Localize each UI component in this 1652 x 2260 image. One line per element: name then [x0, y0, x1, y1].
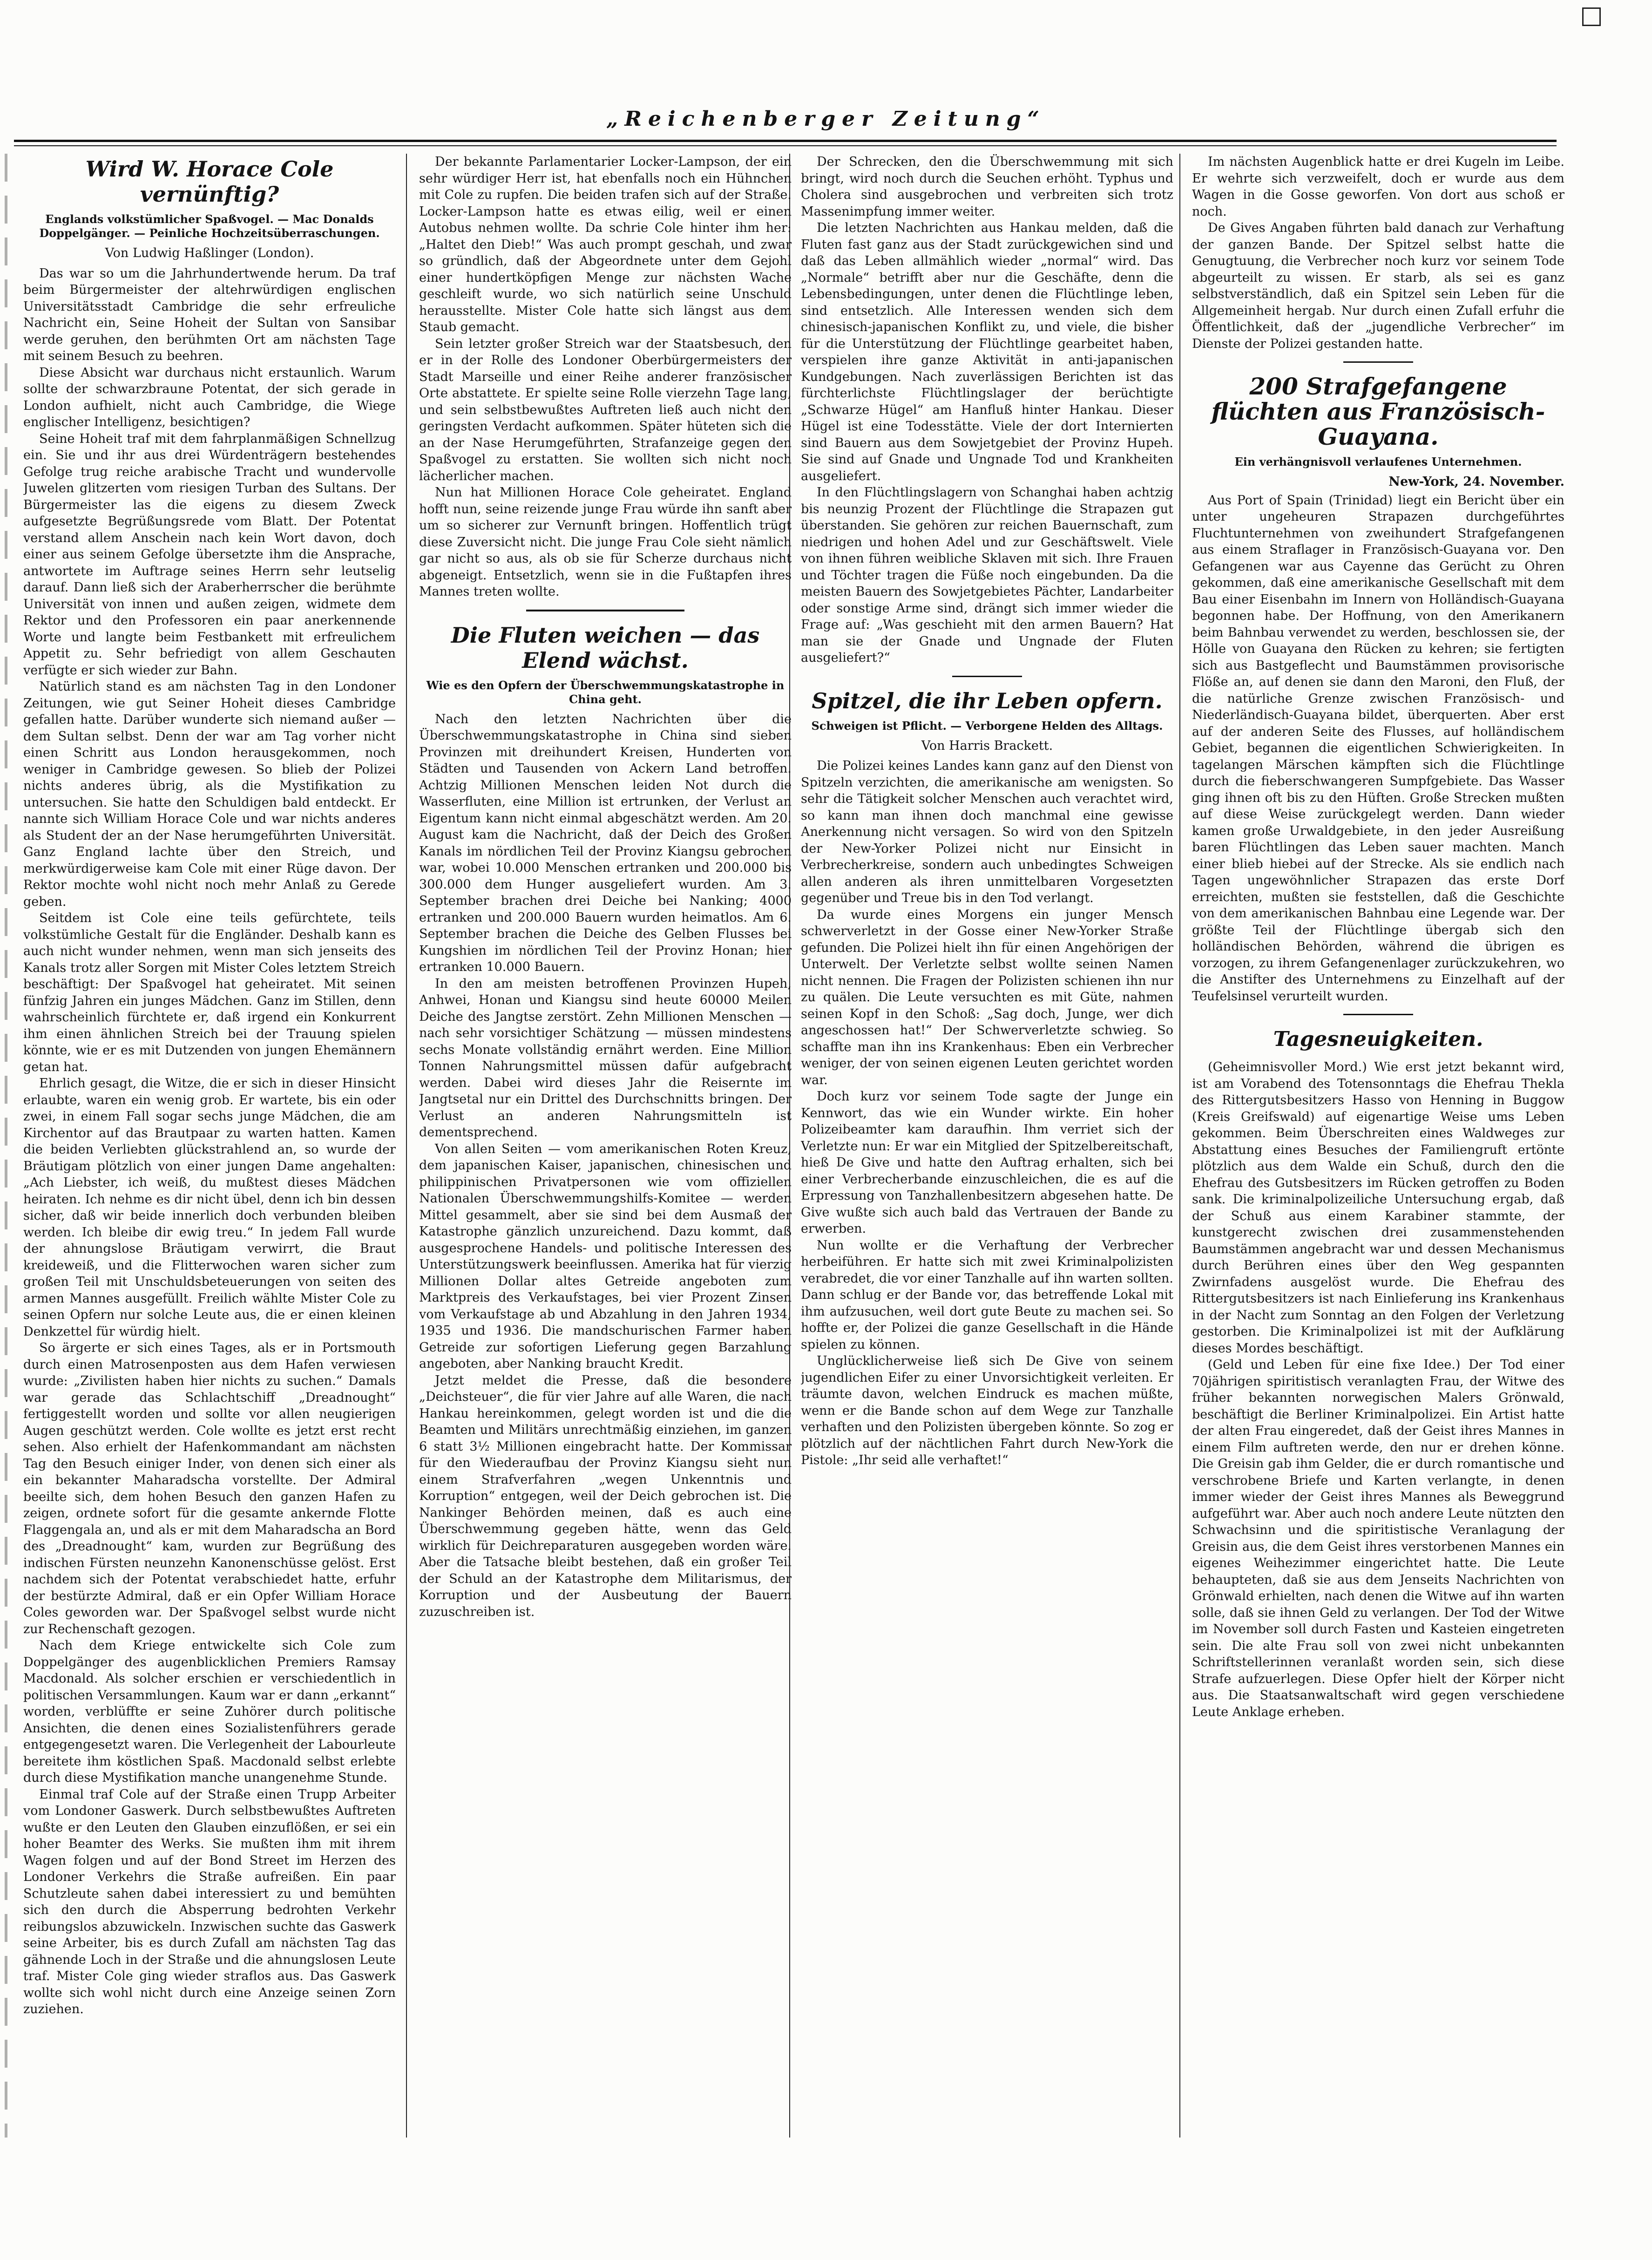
paragraph: In den Flüchtlingslagern von Schanghai haben achtzig bis neunzig Prozent der Flüchtlinge die Strapazen gut überstanden. Sie gehören zur reichen Bauernschaft, zum niedrigen und hohen Adel und zur Geschäftswelt. Viele von ihnen führen weibliche Sklaven mit sich. Ihre Frauen und Töchter tragen die Füße noch eingebunden. Da die meisten Bauern des Sowjetgebietes Pächter, Landarbeiter oder sonstige Arme sind, drängt sich immer wieder die Frage auf: „Was geschieht mit den armen Bauern? Hat man sie der Gnade und Ungnade der Fluten ausgeliefert?“: [801, 485, 1173, 665]
paragraph: Doch kurz vor seinem Tode sagte der Junge ein Kennwort, das wie ein Wunder wirkte. Ein hoher Polizeibeamter kam daraufhin. Ihm verriet sich der Verletzte nun: Er war ein Mitglied der Spitzelbereitschaft, hieß De Give und hatte den Auftrag erhalten, sich bei einer Verbrecherbande einzuschleichen, die es auf die Erpressung von Tanzhallenbesitzern abgesehen hatte. De Give wußte sich auch bald das Vertrauen der Bande zu erwerben.: [801, 1089, 1173, 1236]
masthead-rule-thin: [14, 145, 1557, 146]
column-3: [801, 154, 1173, 2147]
paragraph: Natürlich stand es am nächsten Tag in den Londoner Zeitungen, wie gut Seiner Hoheit dieses Cambridge gefallen hatte. Darüber wunderte sich niemand außer — dem Sultan selbst. Denn der war am Tag vorher nicht einen Schritt aus London herausgekommen, noch weniger in Cambridge gewesen. So blieb der Polizei nichts anderes übrig, als die Mystifikation zu untersuchen. Sie hatte den Schuldigen bald entdeckt. Er nannte sich William Horace Cole und war nichts anderes als Student der an der Nase herumgeführten Universität. Ganz England lachte über den Streich, und merkwürdigerweise kam Cole mit einer Rüge davon. Der Rektor mochte wohl nicht noch mehr Anlaß zu Gerede geben.: [23, 679, 396, 909]
article-subtitle-guayana: Ein verhängnisvoll verlaufenes Unternehmen.: [1234, 455, 1522, 468]
article-separator: [1343, 1014, 1413, 1015]
article-byline-cole: Von Ludwig Haßlinger (London).: [105, 246, 314, 260]
article-title-flood: Die Fluten weichen — das Elend wächst.: [451, 622, 760, 673]
article-title-spitzel: Spitzel, die ihr Leben opfern.: [812, 688, 1163, 713]
paragraph: Jetzt meldet die Presse, daß die besondere „Deichsteuer“, die für vier Jahre auf alle Waren, die nach Hankau hereinkommen, gelegt worden ist und die die Beamten und Militärs unrechtmäßig einziehen, im ganzen 6 statt 3½ Millionen eingebracht hatte. Der Kommissar für den Wiederaufbau der Provinz Kiangsu sieht nun einem Strafverfahren „wegen Unkenntnis und Korruption“ entgegen, weil der Deich gebrochen ist. Die Nankinger Behörden meinen, daß es auch eine Überschwemmung gegeben hätte, wenn das Geld wirklich für Deichreparaturen ausgegeben worden wäre. Aber die Tatsache bleibt bestehen, daß ein großer Teil der Schuld an der Katastrophe dem Militarismus, der Korruption und der Ausbeutung der Bauern zuzuschreiben ist.: [419, 1373, 792, 1619]
paragraph: De Gives Angaben führten bald danach zur Verhaftung der ganzen Bande. Der Spitzel selbst hatte die Genugtuung, die Verbrecher noch kurz vor seinem Tode abgeurteilt zu wissen. Er starb, als sei es ganz selbstverständlich, daß ein Spitzel sein Leben für die Allgemeinheit hergab. Nur durch einen Zufall erfuhr die Öffentlichkeit, daß der „jugendliche Verbrecher“ im Dienste der Polizei gestanden hatte.: [1192, 221, 1564, 351]
article-dateline-guayana: New-York, 24. November.: [1388, 475, 1564, 489]
article-separator: [952, 676, 1022, 677]
masthead-rule: [14, 140, 1557, 142]
article-subtitle-spitzel: Schweigen ist Pflicht. — Verborgene Helden des Alltags.: [811, 719, 1163, 733]
column-4: [1192, 154, 1564, 2147]
paragraph: Die letzten Nachrichten aus Hankau melden, daß die Fluten fast ganz aus der Stadt zurückgewichen sind und daß das Leben allmählich wieder „normal“ wird. Das „Normale“ betrifft aber nur die Geschäfte, denn die Lebensbedingungen, unter denen die Flüchtlinge leben, sind entsetzlich. Alle Interessen wenden sich dem chinesisch-japanischen Konflikt zu, und viele, die bisher für die Unterstützung der Flüchtlinge gearbeitet haben, verspielen ihre ganze Aktivität in anti-japanischen Kundgebungen. Nach zuverlässigen Berichten ist das fürchterlichste Flüchtlingslager der berüchtigte „Schwarze Hügel“ am Hanfluß hinter Hankau. Dieser Hügel ist eine Todesstätte. Viele der dort Internierten sind Bauern aus dem Sowjetgebiet der Provinz Hupeh. Sie sind auf Gnade und Ungnade Tod und Krankheiten ausgeliefert.: [801, 221, 1173, 483]
paragraph: Unglücklicherweise ließ sich De Give von seinem jugendlichen Eifer zu einer Unvorsichtigkeit verleiten. Er träumte davon, welchen Eindruck es machen müßte, wenn er die Bande schon auf dem Wege zur Tanzhalle verhaften und den Polizisten übergeben könnte. So zog er plötzlich auf der nächtlichen Fahrt durch New-York die Pistole: „Ihr seid alle verhaftet!“: [801, 1354, 1173, 1467]
column-rule: [1179, 154, 1180, 2138]
article-subtitle-cole: Englands volkstümlicher Spaßvogel. — Mac Donalds Doppelgänger. — Peinliche Hochzeitsüberraschungen.: [39, 212, 380, 240]
paragraph: Nach den letzten Nachrichten über die Überschwemmungskatastrophe in China sind sieben Provinzen mit dreihundert Kreisen, Hunderten von Städten und Tausenden von Ackern Land betroffen. Achtzig Millionen Menschen leiden Not durch die Wasserfluten, eine Million ist ertrunken, der Verlust an Eigentum kann nicht einmal abgeschätzt werden. Am 20. August kam die Nachricht, daß der Deich des Großen Kanals im nördlichen Teil der Provinz Kiangsu gebrochen war, wobei 10.000 Menschen ertranken und 200.000 bis 300.000 dem Hunger ausgeliefert wurden. Am 3. September brachen drei Deiche bei Nanking; 4000 ertranken und 200.000 Bauern wurden heimatlos. Am 6. September brachen die Deiche des Gelben Flusses bei Kungshien im nördlichen Teil der Provinz Honan; hier ertranken 10.000 Bauern.: [419, 712, 792, 974]
paragraph: Die Polizei keines Landes kann ganz auf den Dienst von Spitzeln verzichten, die amerikanische am wenigsten. So sehr die Tätigkeit solcher Menschen auch verachtet wird, so kann man ihnen doch manchmal eine gewisse Anerkennung nicht versagen. So wird von den Spitzeln der New-Yorker Polizei nicht nur Einsicht in Verbrecherkreise, sondern auch unbedingtes Schweigen allen anderen als ihren unmittelbaren Vorgesetzten gegenüber und Treue bis in den Tod verlangt.: [801, 759, 1173, 905]
paragraph: In den am meisten betroffenen Provinzen Hupeh, Anhwei, Honan und Kiangsu sind heute 60000 Meilen Deiche des Jangtse zerstört. Zehn Millionen Menschen — nach sehr vorsichtiger Schätzung — müssen mindestens sechs Monate vollständig ernährt werden. Eine Million Tonnen Nahrungsmittel müssen dafür aufgebracht werden. Dabei wird dieses Jahr die Reisernte im Jangtsetal nur ein Drittel des Durchschnitts bringen. Der Verlust an anderen Nahrungsmitteln ist dementsprechend.: [419, 976, 792, 1140]
paragraph: Im nächsten Augenblick hatte er drei Kugeln im Leibe. Er wehrte sich verzweifelt, doch er wurde aus dem Wagen in die Gosse geworfen. Von dort aus schoß er noch.: [1192, 155, 1564, 219]
paragraph: Von allen Seiten — vom amerikanischen Roten Kreuz, dem japanischen Kaiser, japanischen, chinesischen und philippinischen Privatpersonen wie vom offiziellen Nationalen Überschwemmungshilfs-Komitee — werden Mittel gesammelt, aber sie sind bei dem Ausmaß der Katastrophe gänzlich unzureichend. Dazu kommt, daß ausgesprochene Handels- und politische Interessen des Unterstützungswerk beeinflussen. Amerika hat für vierzig Millionen Dollar altes Getreide angeboten zum Marktpreis des Verkaufstages, bei vier Prozent Zinsen vom Verkaufstage ab und Abzahlung in den Jahren 1934, 1935 und 1936. Die mandschurischen Farmer haben Getreide zur sofortigen Lieferung gegen Barzahlung angeboten, aber Nanking braucht Kredit.: [419, 1141, 792, 1371]
paragraph: Einmal traf Cole auf der Straße einen Trupp Arbeiter vom Londoner Gaswerk. Durch selbstbewußtes Auftreten wußte er den Leuten den Glauben einzuflößen, er sei ein hoher Beamter des Werks. Sie mußten ihm mit ihrem Wagen folgen und auf der Bond Street im Herzen des Londoner Verkehrs die Straße aufreißen. Ein paar Schutzleute sahen dabei interessiert zu und bemühten sich den durch die Absperrung bedrohten Verkehr reibungslos abzuwickeln. Inzwischen suchte das Gaswerk seine Arbeiter, bis es durch Zufall am nächsten Tag das gähnende Loch in der Straße und die ahnungslosen Leute traf. Mister Cole ging wieder straflos aus. Das Gaswerk wollte sich wohl nicht durch eine Anzeige seinen Zorn zuziehen.: [23, 1787, 396, 2016]
paragraph: (Geheimnisvoller Mord.) Wie erst jetzt bekannt wird, ist am Vorabend des Totensonntags die Ehefrau Thekla des Rittergutsbesitzers Hasso von Henning in Buggow (Kreis Greifswald) auf eigenartige Weise ums Leben gekommen. Beim Überschreiten eines Waldweges zur Abstattung eines Besuches der Familiengruft ertönte plötzlich aus dem Walde ein Schuß, durch den die Ehefrau des Gutsbesitzers im Rücken getroffen zu Boden sank. Die kriminalpolizeiliche Untersuchung ergab, daß der Schuß aus einem Karabiner stammte, der kunstgerecht zwischen drei zusammenstehenden Baumstämmen angebracht war und dessen Mechanismus durch Berühren eines über den Weg gespannten Zwirnfadens ausgelöst wurde. Die Ehefrau des Rittergutsbesitzers ist nach Einlieferung ins Krankenhaus in der Nacht zum Sonntag an den Folgen der Verletzung gestorben. Die Kriminalpolizei ist mit der Aufklärung dieses Mordes beschäftigt.: [1192, 1060, 1564, 1356]
paragraph: Seine Hoheit traf mit dem fahrplanmäßigen Schnellzug ein. Sie und ihr aus drei Würdenträgern bestehendes Gefolge trug reiche arabische Tracht und wundervolle Juwelen glitzerten vom riesigen Turban des Sultans. Der Bürgermeister las die eigens zu diesem Zweck aufgesetzte Begrüßungsrede vom Blatt. Der Potentat verstand allem Anschein nach kein Wort davon, doch einer aus seinem Gefolge übersetzte ihm die Ansprache, antwortete im Auftrage seines Herrn sehr leutselig darauf. Dann ließ sich der Araberherrscher die berühmte Universität von innen und außen zeigen, widmete dem Rektor und den Professoren ein paar anerkennende Worte und langte beim Festbankett mit erfreulichem Appetit zu. Sehr befriedigt von allem Geschauten verfügte er sich wieder zur Bahn.: [23, 431, 396, 678]
article-subtitle-flood: Wie es den Opfern der Überschwemmungskatastrophe in China geht.: [426, 678, 785, 706]
paragraph: Seitdem ist Cole eine teils gefürchtete, teils volkstümliche Gestalt für die Engländer. Deshalb kann es auch nicht wunder nehmen, wenn man sich jenseits des Kanals trotz aller Sorgen mit Mister Coles letztem Streich beschäftigt: Der Spaßvogel hat geheiratet. Mit seinen fünfzig Jahren ein junges Mädchen. Ganz im Stillen, denn wahrscheinlich fürchtete er, daß irgend ein Konkurrent ihm einen ähnlichen Streich bei der Trauung spielen könnte, wie er es mit Dutzenden von jungen Ehemännern getan hat.: [23, 911, 396, 1074]
paragraph: Diese Absicht war durchaus nicht erstaunlich. Warum sollte der schwarzbraune Potentat, der sich gerade in London aufhielt, nicht auch Cambridge, die Wiege englischer Intelligenz, besichtigen?: [23, 365, 396, 429]
masthead: „Reichenberger Zeitung“: [606, 107, 1046, 131]
paragraph: So ärgerte er sich eines Tages, als er in Portsmouth durch einen Matrosenposten aus dem Hafen verwiesen wurde: „Zivilisten haben hier nichts zu suchen.“ Damals war gerade das Schlachtschiff „Dreadnought“ fertiggestellt worden und sollte vor allen neugierigen Augen geschützt werden. Cole wollte es jetzt erst recht sehen. Also erhielt der Hafenkommandant am nächsten Tag den Besuch einiger Inder, von denen sich einer als ein bekannter Maharadscha vorstellte. Der Admiral beeilte sich, dem hohen Besuch den ganzen Hafen zu zeigen, ordnete sofort für die gesamte ankernde Flotte Flaggengala an, und als er mit dem Maharadscha an Bord des „Dreadnought“ kam, wurden zur Begrüßung des indischen Fürsten neunzehn Kanonenschüsse gelöst. Erst nachdem sich der Potentat verabschiedet hatte, erfuhr der bestürzte Admiral, daß er ein Opfer William Horace Coles geworden war. Der Spaßvogel selbst wurde nicht zur Rechenschaft gezogen.: [23, 1341, 396, 1636]
article-title-cole: Wird W. Horace Cole vernünftig?: [85, 156, 334, 207]
paragraph: Nach dem Kriege entwickelte sich Cole zum Doppelgänger des augenblicklichen Premiers Ramsay Macdonald. Als solcher erschien er verschiedentlich in politischen Versammlungen. Kaum war er dann „erkannt“ worden, verblüffte er seine Zuhörer durch politische Ansichten, die denen eines Sozialistenführers gerade entgegengesetzt waren. Die Verlegenheit der Labourleute bereitete ihm köstlichen Spaß. Macdonald selbst erlebte durch diese Mystifikation manche unangenehme Stunde.: [23, 1638, 396, 1785]
paragraph: Da wurde eines Morgens ein junger Mensch schwerverletzt in der Gosse einer New-Yorker Straße gefunden. Die Polizei hielt ihn für einen Angehörigen der Unterwelt. Der Verletzte selbst wollte seinen Namen nicht nennen. Die Fragen der Polizisten schienen ihn nur zu quälen. Die Leute versuchten es mit Güte, nahmen seinen Kopf in den Schoß: „Sag doch, Junge, wer dich angeschossen hat!“ Der Schwerverletzte schwieg. So schaffte man ihn ins Krankenhaus: Eben ein Verbrecher weniger, der von seinen eigenen Leuten gerichtet worden war.: [801, 907, 1173, 1087]
column-2: [419, 154, 792, 2147]
column-1: [23, 154, 396, 2147]
paragraph: Der Schrecken, den die Überschwemmung mit sich bringt, wird noch durch die Seuchen erhöht. Typhus und Cholera sind ausgebrochen und verbreiten sich trotz Massenimpfung immer weiter.: [801, 155, 1173, 219]
binding-edge: [5, 154, 7, 2138]
paragraph: Nun wollte er die Verhaftung der Verbrecher herbeiführen. Er hatte sich mit zwei Kriminalpolizisten verabredet, die vor einer Tanzhalle auf ihn warten sollten. Dann schlug er der Bande vor, das betreffende Lokal mit ihm aufzusuchen, weil dort gute Beute zu machen sei. So hoffte er, der Polizei die ganze Gesellschaft in die Hände spielen zu können.: [801, 1238, 1173, 1352]
section-title-news: Tagesneuigkeiten.: [1273, 1027, 1483, 1051]
article-title-guayana: 200 Strafgefangene flüchten aus Französisch-Guayana.: [1211, 373, 1545, 450]
paragraph: (Geld und Leben für eine fixe Idee.) Der Tod einer 70jährigen spiritistisch veranlagten Frau, der Witwe des früher bekannten norwegischen Malers Grönwald, beschäftigt die Berliner Kriminalpolizei. Ein Artist hatte der alten Frau eingeredet, daß der Geist ihres Mannes in einem Film auftreten werde, den nur er drehen könne. Die Greisin gab ihm Gelder, die er durch romantische und verschrobene Briefe und Karten verlangte, in denen immer wieder der Geist ihres Mannes als Beweggrund aufgeführt war. Aber auch noch andere Leute nützten den Schwachsinn und die spiritistische Veranlagung der Greisin aus, die dem Geist ihres verstorbenen Mannes ein eigenes Weihezimmer eingerichtet hatte. Die Leute behaupteten, daß sie aus dem Jenseits Nachrichten von Grönwald erhielten, nach denen die Witwe auf ihn warten solle, daß sie ihnen Geld zu verlangen. Der Tod der Witwe im November soll durch Fasten und Kasteien eingetreten sein. Die alte Frau soll von zwei nicht unbekannten Schriftstellerinnen veranlaßt worden sein, sich diese Strafe aufzuerlegen. Diese Opfer hielt der Körper nicht aus. Die Staatsanwaltschaft wird gegen verschiedene Leute Anklage erheben.: [1192, 1357, 1564, 1719]
column-rule: [406, 154, 407, 2138]
article-separator: [1343, 361, 1413, 363]
paragraph: Ehrlich gesagt, die Witze, die er sich in dieser Hinsicht erlaubte, waren ein wenig grob. Er wartete, bis ein oder zwei, in einem Fall sogar sechs junge Mädchen, die am Kirchentor auf das Brautpaar zu warten hatten. Kamen die beiden Verliebten glückstrahlend an, so wurde der Bräutigam plötzlich von einer jungen Dame angehalten: „Ach Liebster, ich weiß, du mußtest dieses Mädchen heiraten. Ich nehme es dir nicht übel, denn ich bin dessen sicher, daß wir beide innerlich doch verbunden bleiben werden. Ich bleibe dir ewig treu.“ In jedem Fall wurde der ahnungslose Bräutigam verwirrt, die Braut kreideweiß, und die Flitterwochen waren sicher zum großen Teil mit Unschuldsbeteuerungen von seiten des armen Mannes ausgefüllt. Freilich wählte Mister Cole zu seinen Opfern nur solche Leute aus, die er einen kleinen Denkzettel für würdig hielt.: [23, 1076, 396, 1339]
article-byline-spitzel: Von Harris Brackett.: [921, 738, 1053, 753]
paragraph: Nun hat Millionen Horace Cole geheiratet. England hofft nun, seine reizende junge Frau würde ihn sanft aber um so sicherer zur Vernunft bringen. Hoffentlich trügt diese Zuversicht nicht. Die junge Frau Cole sieht nämlich gar nicht so aus, als ob sie für Scherze durchaus nicht abgeneigt. Entsetzlich, wenn sie in die Fußtapfen ihres Mannes treten wollte.: [419, 485, 792, 599]
paragraph: Aus Port of Spain (Trinidad) liegt ein Bericht über ein unter ungeheuren Strapazen durchgeführtes Fluchtunternehmen von zweihundert Strafgefangenen aus einem Straflager in Französisch-Guayana vor. Den Gefangenen war aus Cayenne das Gerücht zu Ohren gekommen, daß eine amerikanische Gesellschaft mit dem Bau einer Eisenbahn im Innern von Holländisch-Guayana begonnen habe. Der Hoffnung, von den Amerikanern beim Bahnbau verwendet zu werden, beschlossen sie, der Hölle von Guayana den Rücken zu kehren; sie fertigten sich aus Bastgeflecht und Baumstämmen provisorische Flöße an, auf denen sie dann den Maroni, den Fluß, der die natürliche Grenze zwischen Französisch- und Niederländisch-Guayana bildet, überquerten. Aber erst auf der anderen Seite des Flusses, auf holländischem Gebiet, begannen die eigentlichen Schwierigkeiten. In tagelangen Märschen kämpften sich die Flüchtlinge durch die fieberschwangeren Sumpfgebiete. Das Wasser ging ihnen oft bis zu den Hüften. Große Strecken mußten auf diese Weise zurückgelegt werden. Dann wieder kamen große Urwaldgebiete, in den jeder Ausreißung baren Flüchtlingen das Leben sauer machten. Manch einer blieb hiebei auf der Strecke. Als sie endlich nach Tagen ungewöhnlicher Strapazen das erste Dorf erreichten, mußten sie feststellen, daß die Geschichte von dem amerikanischen Bahnbau eine Legende war. Der größte Teil der Flüchtlinge übergab sich den holländischen Behörden, während die übrigen es vorzogen, zu ihrem Gefangenenlager zurückzukehren, wo die Anstifter des Unternehmens zu Einzelhaft auf der Teufelsinsel verurteilt wurden.: [1192, 493, 1564, 1004]
paragraph: Das war so um die Jahrhundertwende herum. Da traf beim Bürgermeister der altehrwürdigen englischen Universitätsstadt Cambridge die sehr erfreuliche Nachricht ein, Seine Hoheit der Sultan von Sansibar werde geruhen, den berühmten Ort am nächsten Tage mit seinem Besuch zu beehren.: [23, 266, 396, 363]
article-separator: [526, 610, 684, 611]
paragraph: Sein letzter großer Streich war der Staatsbesuch, den er in der Rolle des Londoner Oberbürgermeisters der Stadt Marseille und einer Reihe anderer französischer Orte abstattete. Er spielte seine Rolle vierzehn Tage lang, und sein selbstbewußtes Auftreten ließ auch nicht den geringsten Verdacht aufkommen. Später hüteten sich die an der Nase Herumgeführten, Strafanzeige gegen den Spaßvogel zu erstatten. Sie wollten sich nicht noch lächerlicher machen.: [419, 336, 792, 483]
paragraph: Der bekannte Parlamentarier Locker-Lampson, der ein sehr würdiger Herr ist, hat ebenfalls noch ein Hühnchen mit Cole zu rupfen. Die beiden trafen sich auf der Straße. Locker-Lampson hatte es etwas eilig, weil er einen Autobus nehmen wollte. Da schrie Cole hinter ihm her: „Haltet den Dieb!“ Was auch prompt geschah, und zwar so gründlich, daß der Abgeordnete unter dem Gejohl einer hundertköpfigen Menge zur nächsten Wache geschleift wurde, wo sich natürlich seine Unschuld herausstellte. Mister Cole hatte sich längst aus dem Staub gemacht.: [419, 155, 792, 334]
scan-registration-mark: [1582, 7, 1601, 26]
